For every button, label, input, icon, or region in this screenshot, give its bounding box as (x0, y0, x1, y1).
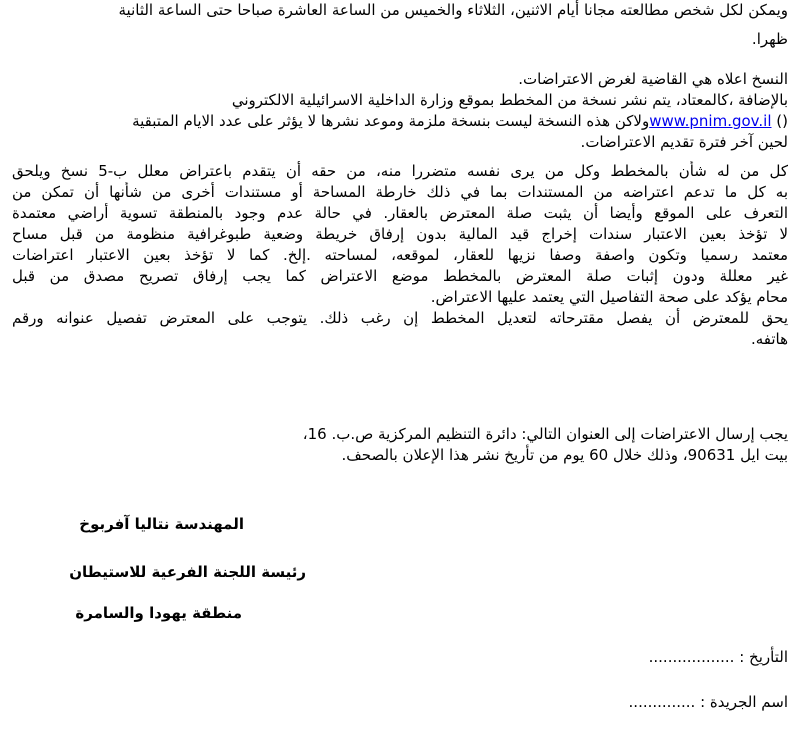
newspaper-label: اسم الجريدة : (700, 693, 788, 711)
address-line-2: بيت ايل 90631، وذلك خلال 60 يوم من تأريخ نشر هذا الإعلان بالصحف. (341, 446, 788, 464)
copies-line-4: لحين آخر فترة تقديم الاعتراضات. (580, 133, 788, 151)
address-paragraph (12, 424, 788, 466)
address-line-1: يجب إرسال الاعتراضات إلى العنوان التالي: دائرة التنظيم المركزية ص.ب. 16، (302, 425, 788, 443)
copies-line-1: النسخ اعلاه هي القاضية لغرض الاعتراضات. (518, 70, 788, 88)
objections-line: معتمد رسميا وتكون واصفة وصفا نزيها للعقار، لموقعه، لمساحته .إلخ. كما لا تؤخذ بعين الاعتبار اعتراضات (12, 246, 788, 264)
objections-line: لا تؤخذ بعين الاعتبار سندات إخراج قيد المالية بدون إرفاق خريطة وضعية طبوغرافية منظومة من قبل مساح (12, 225, 788, 243)
right-to-suggest-line-2: هاتفه. (750, 330, 788, 348)
objections-last-line: محام يؤكد على صحة التفاصيل التي يعتمد عليها الاعتراض. (430, 288, 788, 306)
copies-line-3-text: ولاكن هذه النسخة ليست بنسخة ملزمة وموعد نشرها لا يؤثر على عدد الايام المتبقية (132, 112, 650, 130)
date-field (649, 648, 788, 666)
copies-paren: () (776, 112, 788, 130)
objections-line: التعرف على الموقع وأيضا أن يثبت صلة المعترض بالعقار. في حالة عدم وجود بالمنطقة تسوية أراضي معتمدة (12, 204, 788, 222)
signatory-title: رئيسة اللجنة الفرعية للاستيطان (69, 563, 306, 581)
objections-line: غير معللة ودون إثبات صلة المعترض بالمخطط موضع الاعتراض كما يجب إرفاق تصريح مصدق من قبل (12, 267, 788, 285)
right-to-suggest-line-1: يحق للمعترض أن يفصل مقترحاته لتعديل المخطط إن رغب ذلك. يتوجب على المعترض تفصيل عنوانه ورقم (12, 309, 788, 327)
signatory-name: المهندسة نتاليا آفربوخ (79, 515, 244, 533)
pnim-website-link[interactable]: www.pnim.gov.il (649, 112, 772, 130)
objections-line: كل من له شأن بالمخطط وكل من يرى نفسه متضررا منه، من حقه أن يتقدم باعتراض معلل ب-5 نسخ ويلحق (12, 162, 788, 180)
copies-line-3 (12, 111, 788, 132)
newspaper-value: .............. (628, 693, 696, 711)
viewing-hours-line-2: ظهرا. (751, 30, 788, 48)
copies-paragraph (12, 69, 788, 153)
viewing-hours-line-1: ويمكن لكل شخص مطالعته مجانا أيام الاثنين، الثلاثاء والخميس من الساعة العاشرة صباحا حتى الساعة الثانية (118, 1, 788, 19)
date-label: التأريخ : (739, 648, 788, 666)
newspaper-field (629, 693, 788, 711)
objections-line: به كل ما تدعم اعتراضه من المستندات بما في ذلك خارطة المساحة أو مستندات أخرى من شأنها أن تمكن من (12, 183, 788, 201)
viewing-hours-paragraph (12, 0, 788, 50)
date-value: .................. (648, 648, 735, 666)
objections-paragraph (12, 161, 788, 350)
copies-line-2: بالإضافة ،كالمعتاد، يتم نشر نسخة من المخطط بموقع وزارة الداخلية الاسرائيلية الالكتروني (231, 91, 788, 109)
signatory-region: منطقة يهودا والسامرة (75, 604, 242, 622)
